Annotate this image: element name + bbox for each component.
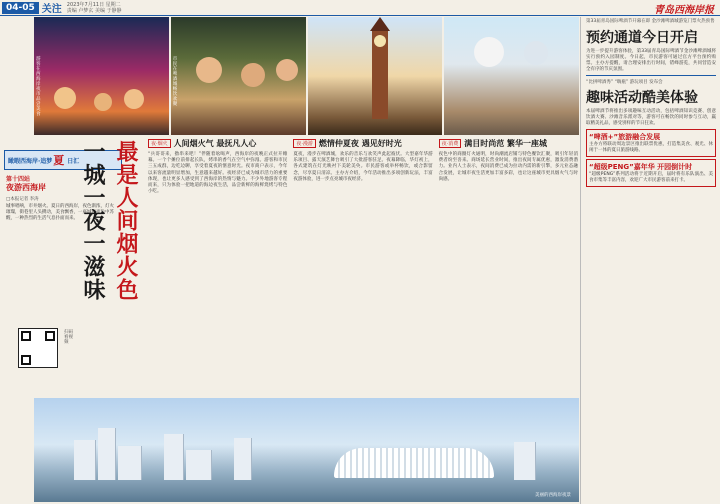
headline-line-1: 最是人间烟火色 [113, 140, 139, 301]
photo-caption: 游客在西海岸夜市品尝美食 [36, 57, 41, 117]
subhead [293, 138, 432, 149]
right-intro: 第33届青岛国际啤酒节开幕在即 金沙滩啤酒城游览门票火热预售 [586, 19, 715, 24]
photo-clock-tower[interactable] [308, 17, 443, 135]
right-box-1 [586, 129, 716, 157]
right-headline-1: 预约通道今日开启 [586, 29, 698, 46]
tower-shape [372, 29, 388, 119]
newspaper-logo: 青岛西海岸报 [654, 5, 714, 16]
main-headline [82, 140, 142, 360]
article-text: 夜色中的商圈灯火通明，时尚潮流店铺与特色餐饮汇聚，吸引年轻消费者纷至沓来。商场延长营业时间，推出夜间专属优惠，激发消费潜力。业内人士表示，夜间消费已成为拉动内需的新引擎，多元业态融合发展，让城市夜生活更加丰富多彩，也让这座城市更具烟火气与时尚感。 [438, 152, 578, 182]
article-text: “兵哥哥来，撸串来吧！”伴随着吆喝声，西海岸的夜晚正式拉开帷幕。一个个摊位前排起长队，烤串的香气在空气中弥漫。游客和市民三五成群，边吃边聊，享受着夏夜的惬意时光。夜市商户表示，今年以来客流量明显增加，生意越来越好。夜经济已成为城市活力的重要体现，也让更多人感受到了西海岸的热情与魅力。不少外地游客专程而来，只为体验一把地道的海边夜生活，品尝新鲜的海鲜烧烤与特色小吃。 [148, 152, 288, 195]
article-column [293, 138, 432, 396]
right-intro-2: “比拼啤酒秀” “嗨瓶” 游玩项目 发布会 [586, 79, 663, 85]
subhead [148, 138, 287, 149]
subhead-tag: 夜·消费 [439, 139, 462, 148]
right-separator [586, 75, 716, 76]
series-badge: 夏 [53, 154, 65, 167]
series-label: 瞰暇西海岸·追梦 [8, 157, 53, 165]
photo-strip [34, 17, 579, 135]
column-divider [580, 17, 581, 504]
right-box-2 [586, 159, 716, 187]
right-text-2: 本届啤酒节将推出多项趣味互动活动，包括啤酒知识竞赛、创意饮酒大赛、沙滩音乐派对等，游客可在畅饮的同时参与互动，赢取精美礼品，感受别样的节日狂欢。 [586, 109, 716, 126]
article-column [148, 138, 287, 396]
article-columns [148, 138, 578, 396]
editors: 责编 卢梦玄 美编 于静静 [66, 7, 122, 14]
box-text: “超级PENG”系列活动将于近期开启，届时将有乐队演出、美食市集等丰富内容，欢迎广大市民游客前来打卡。 [589, 172, 713, 183]
panorama-caption: 美丽的西海岸夜景 [535, 493, 571, 498]
box-title: “超级PENG”嘉年华 开园倒计时 [589, 163, 693, 171]
qr-caption: 扫码看视频 [64, 330, 73, 345]
right-column [582, 17, 720, 504]
subhead-title: 燃情仲夏夜 遇见好时光 [318, 139, 402, 148]
section-title: 关注 [41, 4, 62, 15]
box-title: “啤酒+”旅游融合发展 [589, 133, 661, 141]
photo-night-market[interactable] [34, 17, 169, 135]
masthead [0, 0, 720, 16]
photo-caption: 市民在啤酒城畅饮欢聚 [172, 57, 178, 107]
subhead-tag: 夜·漫游 [293, 139, 316, 148]
series-suffix: 日汇 [67, 157, 80, 165]
subhead [439, 138, 578, 149]
article-column [439, 138, 578, 396]
episode-number: 第十四站 [6, 176, 31, 183]
right-text-1: 为进一步提升游客体验，第33届青岛国际啤酒节金沙滩啤酒城将实行预约入园制度。今日起，市民游客可通过官方平台预约购票。主办方提醒，请合理安排出行时间，错峰游览，共同营造安全有序的节庆氛围。 [586, 48, 716, 72]
lede-text: 城事唱响，市井烟火。夏日的西海岸，夜色渐浓，灯火璀璨，街巷里人头攒动，美食飘香，一座城在夜色中苏醒，一种热烈的生活气息扑面而来。 [6, 204, 114, 221]
episode [6, 176, 76, 192]
stadium-shape [334, 448, 494, 478]
right-headline-2: 趣味活动酷美体验 [586, 90, 698, 106]
byline: □本报记者 李涛 [6, 197, 39, 202]
article-text: 夏夜，漫步在啤酒城，欢乐的音乐与欢笑声此起彼伏。大型嘉年华游乐项目、露天演艺舞台吸引了大批游客驻足。夜幕降临，华灯初上，各式建筑在灯光映衬下美轮美奂。市民游客或举杯畅饮，或合影留念，尽享夏日清凉。主办方介绍，今年活动推出多项创新玩法，丰富夜游体验，进一步点亮城市夜经济。 [293, 152, 433, 182]
qr-code[interactable] [18, 328, 58, 368]
subhead-tag: 夜·烟火 [148, 139, 171, 148]
photo-beer-crowd[interactable] [171, 17, 306, 135]
subhead-title: 人间烟火气 最抚凡人心 [173, 139, 257, 148]
page-number: 04-05 [2, 2, 39, 14]
masthead-meta [67, 2, 122, 14]
box-text: 主办方将联动周边景区推出联票优惠，打造集美食、观光、休闲于一体的夏日旅游线路。 [589, 142, 713, 153]
episode-name: 夜游西海岸 [6, 183, 46, 192]
panorama-photo[interactable] [34, 398, 579, 502]
headline-line-2: 一城一夜一滋味 [80, 140, 106, 301]
photo-shopping-street[interactable] [444, 17, 579, 135]
subhead-title: 满目时尚范 繁华一座城 [464, 139, 548, 148]
issue-date: 2023年7月11日 星期二 [66, 1, 121, 8]
